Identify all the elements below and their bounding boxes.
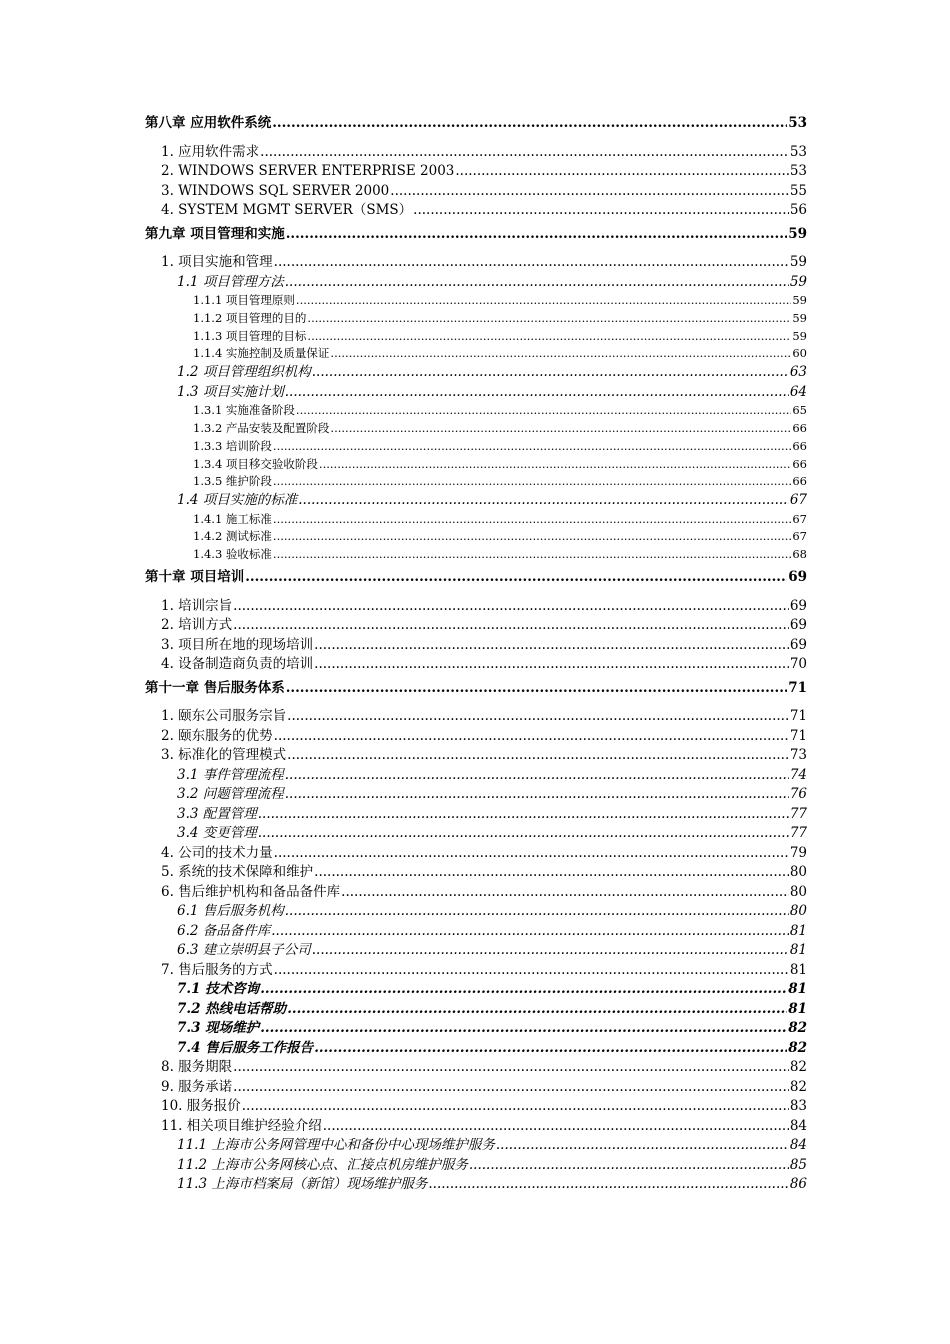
dot-leader — [273, 546, 791, 564]
dot-leader — [296, 292, 791, 310]
dot-leader — [296, 402, 791, 420]
toc-entry[interactable] — [145, 1000, 807, 1020]
toc-chapter-entry[interactable] — [145, 679, 807, 699]
toc-chapter-entry[interactable] — [145, 114, 807, 134]
toc-entry[interactable] — [145, 511, 807, 529]
toc-entry-page: 59 — [792, 328, 807, 343]
toc-entry-title: 11.2 上海市公务网核心点、汇接点机房维护服务 — [177, 1156, 468, 1173]
toc-entry[interactable] — [145, 922, 807, 942]
toc-entry-title: 1.3 项目实施计划 — [177, 383, 284, 400]
dot-leader — [245, 568, 787, 588]
toc-entry-page: 82 — [789, 1078, 807, 1095]
toc-chapter-entry[interactable] — [145, 225, 807, 245]
dot-leader — [273, 438, 791, 456]
toc-entry-page: 84 — [789, 1137, 807, 1154]
dot-leader — [285, 766, 789, 786]
toc-entry-page: 53 — [788, 115, 807, 131]
toc-entry-page: 69 — [789, 597, 807, 614]
toc-entry-page: 71 — [788, 679, 807, 696]
toc-entry-title: 2. 培训方式 — [161, 617, 233, 634]
toc-entry-page: 59 — [792, 310, 807, 325]
toc-entry-page: 80 — [789, 883, 807, 900]
toc-entry-title: 1.1.3 项目管理的目标 — [193, 328, 307, 343]
toc-entry-page: 79 — [789, 844, 807, 861]
toc-entry[interactable] — [145, 456, 807, 474]
toc-entry-page: 73 — [789, 747, 807, 764]
toc-entry[interactable] — [145, 143, 807, 163]
toc-entry[interactable] — [145, 824, 807, 844]
toc-entry-title: 第八章 应用软件系统 — [145, 115, 272, 131]
toc-entry-title: 7. 售后服务的方式 — [161, 961, 273, 978]
toc-entry[interactable] — [145, 420, 807, 438]
dot-leader — [413, 201, 789, 221]
toc-entry-title: 1.3.3 培训阶段 — [193, 438, 272, 453]
toc-entry-title: 6.1 售后服务机构 — [177, 903, 284, 920]
toc-entry-title: 4. 设备制造商负责的培训 — [161, 656, 314, 673]
table-of-contents — [145, 112, 807, 1195]
toc-entry[interactable] — [145, 273, 807, 293]
toc-entry-page: 65 — [792, 403, 807, 418]
toc-entry-title: 11.3 上海市档案局（新馆）现场维护服务 — [177, 1176, 428, 1193]
dot-leader — [390, 182, 789, 202]
toc-entry-title: 1.1.2 项目管理的目的 — [193, 310, 307, 325]
toc-entry-page: 82 — [789, 1059, 807, 1076]
toc-entry-page: 86 — [789, 1176, 807, 1193]
toc-chapter-entry[interactable] — [145, 568, 807, 588]
dot-leader — [469, 1156, 789, 1176]
toc-entry[interactable] — [145, 310, 807, 328]
toc-entry[interactable] — [145, 805, 807, 825]
toc-entry-title: 第十一章 售后服务体系 — [145, 679, 285, 696]
toc-entry-page: 77 — [789, 805, 807, 822]
toc-entry-page: 81 — [789, 922, 807, 939]
toc-entry[interactable] — [145, 727, 807, 747]
toc-entry[interactable] — [145, 941, 807, 961]
toc-entry[interactable] — [145, 253, 807, 273]
toc-entry-title: 3. WINDOWS SQL SERVER 2000 — [161, 182, 390, 199]
toc-entry-title: 4. 公司的技术力量 — [161, 844, 273, 861]
toc-entry-title: 9. 服务承诺 — [161, 1078, 233, 1095]
toc-entry-title: 1.3.5 维护阶段 — [193, 474, 272, 489]
dot-leader — [287, 1000, 787, 1020]
toc-entry[interactable] — [145, 1097, 807, 1117]
toc-entry-title: 1.4 项目实施的标准 — [177, 492, 298, 509]
toc-entry-page: 63 — [789, 364, 807, 381]
toc-entry[interactable] — [145, 201, 807, 221]
toc-entry[interactable] — [145, 182, 807, 202]
dot-leader — [260, 143, 789, 163]
toc-entry-page: 76 — [789, 786, 807, 803]
toc-entry-title: 1. 培训宗旨 — [161, 597, 233, 614]
toc-entry-page: 82 — [788, 1020, 807, 1037]
toc-entry-page: 77 — [789, 825, 807, 842]
toc-entry-page: 81 — [788, 1000, 807, 1017]
toc-entry-page: 71 — [789, 708, 807, 725]
dot-leader — [286, 225, 788, 245]
toc-entry-title: 5. 系统的技术保障和维护 — [161, 864, 314, 881]
toc-entry[interactable] — [145, 1019, 807, 1039]
toc-entry-page: 59 — [788, 225, 807, 242]
dot-leader — [496, 1136, 789, 1156]
toc-entry-title: 4. SYSTEM MGMT SERVER（SMS） — [161, 202, 413, 218]
dot-leader — [233, 1078, 789, 1098]
toc-entry-page: 53 — [789, 143, 807, 160]
toc-entry-title: 1. 项目实施和管理 — [161, 254, 273, 270]
dot-leader — [307, 328, 791, 346]
toc-entry[interactable] — [145, 707, 807, 727]
dot-leader — [341, 883, 789, 903]
dot-leader — [330, 345, 791, 363]
toc-entry-title: 3. 项目所在地的现场培训 — [161, 636, 314, 653]
toc-entry-page: 70 — [789, 656, 807, 673]
toc-entry[interactable] — [145, 1136, 807, 1156]
toc-entry[interactable] — [145, 636, 807, 656]
toc-entry-title: 1.4.2 测试标准 — [193, 529, 272, 544]
toc-entry-page: 66 — [792, 456, 807, 471]
toc-entry[interactable] — [145, 402, 807, 420]
toc-entry-page: 55 — [789, 182, 807, 199]
toc-entry[interactable] — [145, 438, 807, 456]
toc-entry-title: 1.1.4 实施控制及质量保证 — [193, 346, 330, 361]
dot-leader — [273, 511, 791, 529]
dot-leader — [258, 805, 789, 825]
toc-entry-page: 69 — [789, 636, 807, 653]
dot-leader — [242, 1097, 789, 1117]
toc-entry-title: 3. 标准化的管理模式 — [161, 747, 287, 764]
toc-entry-title: 7.2 热线电话帮助 — [177, 1000, 287, 1017]
toc-entry[interactable] — [145, 1175, 807, 1195]
toc-entry-title: 3.3 配置管理 — [177, 805, 257, 822]
toc-entry[interactable] — [145, 328, 807, 346]
toc-entry-page: 82 — [788, 1039, 807, 1056]
dot-leader — [285, 383, 789, 403]
toc-entry[interactable] — [145, 473, 807, 491]
toc-entry-title: 1.1 项目管理方法 — [177, 273, 284, 290]
toc-entry-title: 1. 应用软件需求 — [161, 143, 260, 160]
toc-entry-title: 3.4 变更管理 — [177, 825, 257, 842]
toc-entry-page: 66 — [792, 438, 807, 453]
toc-entry-title: 6.3 建立崇明县子公司 — [177, 942, 311, 959]
toc-entry-page: 84 — [789, 1117, 807, 1134]
toc-entry-title: 7.3 现场维护 — [177, 1020, 260, 1037]
toc-entry-page: 59 — [792, 293, 807, 307]
toc-entry-page: 80 — [789, 903, 807, 920]
toc-entry-page: 64 — [789, 383, 807, 400]
dot-leader — [287, 707, 789, 727]
toc-entry[interactable] — [145, 961, 807, 981]
toc-entry-title: 1. 颐东公司服务宗旨 — [161, 708, 287, 725]
dot-leader — [312, 363, 789, 383]
dot-leader — [274, 253, 789, 273]
toc-entry-title: 6.2 备品备件库 — [177, 922, 271, 939]
dot-leader — [260, 980, 787, 1000]
toc-entry[interactable] — [145, 162, 807, 182]
dot-leader — [258, 824, 789, 844]
toc-entry-title: 第十章 项目培训 — [145, 569, 245, 586]
toc-entry-title: 7.1 技术咨询 — [177, 981, 260, 998]
toc-entry-title: 3.2 问题管理流程 — [177, 786, 284, 803]
toc-entry-title: 1.4.1 施工标准 — [193, 511, 272, 526]
toc-entry-page: 69 — [788, 569, 807, 586]
dot-leader — [233, 597, 789, 617]
toc-entry-page: 81 — [789, 961, 807, 978]
dot-leader — [233, 616, 789, 636]
dot-leader — [274, 727, 789, 747]
dot-leader — [312, 941, 789, 961]
toc-entry-title: 3.1 事件管理流程 — [177, 766, 284, 783]
toc-entry[interactable] — [145, 883, 807, 903]
dot-leader — [314, 1039, 787, 1059]
dot-leader — [307, 310, 791, 328]
toc-entry-page: 80 — [789, 864, 807, 881]
toc-entry-title: 1.3.2 产品安装及配置阶段 — [193, 420, 330, 435]
dot-leader — [286, 679, 788, 699]
toc-entry-title: 6. 售后维护机构和备品备件库 — [161, 883, 341, 900]
dot-leader — [319, 456, 791, 474]
toc-entry[interactable] — [145, 1156, 807, 1176]
toc-entry-title: 1.1.1 项目管理原则 — [193, 293, 295, 307]
toc-entry[interactable] — [145, 345, 807, 363]
dot-leader — [285, 902, 789, 922]
dot-leader — [455, 162, 788, 182]
toc-entry-page: 66 — [792, 420, 807, 435]
toc-entry-page: 85 — [789, 1156, 807, 1173]
toc-entry-page: 66 — [792, 474, 807, 489]
toc-entry-page: 60 — [792, 346, 807, 361]
toc-entry[interactable] — [145, 1039, 807, 1059]
toc-entry[interactable] — [145, 491, 807, 511]
toc-entry-title: 1.3.4 项目移交验收阶段 — [193, 456, 318, 471]
toc-entry-page: 74 — [789, 766, 807, 783]
toc-entry[interactable] — [145, 766, 807, 786]
dot-leader — [273, 528, 791, 546]
toc-entry[interactable] — [145, 844, 807, 864]
toc-entry[interactable] — [145, 1078, 807, 1098]
toc-entry-page: 67 — [789, 492, 807, 509]
dot-leader — [285, 785, 789, 805]
toc-entry[interactable] — [145, 785, 807, 805]
toc-entry[interactable] — [145, 292, 807, 310]
dot-leader — [271, 922, 789, 942]
toc-entry[interactable] — [145, 528, 807, 546]
toc-entry-title: 8. 服务期限 — [161, 1059, 233, 1076]
toc-entry-title: 1.2 项目管理组织机构 — [177, 364, 311, 381]
dot-leader — [233, 1058, 789, 1078]
dot-leader — [273, 473, 791, 491]
toc-entry-page: 59 — [789, 254, 807, 270]
toc-entry-title: 11.1 上海市公务网管理中心和备份中心现场维护服务 — [177, 1137, 495, 1154]
dot-leader — [287, 746, 789, 766]
toc-entry[interactable] — [145, 863, 807, 883]
toc-entry[interactable] — [145, 902, 807, 922]
dot-leader — [274, 961, 789, 981]
toc-entry[interactable] — [145, 1058, 807, 1078]
toc-entry[interactable] — [145, 746, 807, 766]
dot-leader — [314, 655, 789, 675]
dot-leader — [260, 1019, 787, 1039]
toc-entry-page: 81 — [788, 981, 807, 998]
dot-leader — [272, 114, 787, 134]
dot-leader — [285, 273, 789, 293]
toc-entry[interactable] — [145, 616, 807, 636]
toc-entry-title: 1.4.3 验收标准 — [193, 547, 272, 562]
dot-leader — [298, 491, 789, 511]
toc-entry[interactable] — [145, 1117, 807, 1137]
dot-leader — [274, 844, 789, 864]
toc-entry-page: 53 — [789, 163, 807, 179]
toc-entry-title: 7.4 售后服务工作报告 — [177, 1039, 314, 1056]
toc-entry-page: 71 — [789, 727, 807, 744]
toc-entry-title: 2. 颐东服务的优势 — [161, 727, 273, 744]
toc-entry[interactable] — [145, 546, 807, 564]
toc-entry-page: 68 — [792, 547, 807, 562]
toc-entry-title: 第九章 项目管理和实施 — [145, 225, 285, 242]
toc-entry[interactable] — [145, 597, 807, 617]
toc-entry[interactable] — [145, 980, 807, 1000]
toc-entry-title: 11. 相关项目维护经验介绍 — [161, 1117, 322, 1134]
toc-entry-page: 56 — [789, 202, 807, 218]
toc-entry-title: 10. 服务报价 — [161, 1098, 241, 1115]
toc-entry-page: 67 — [792, 511, 807, 526]
toc-entry[interactable] — [145, 655, 807, 675]
dot-leader — [314, 636, 789, 656]
toc-entry-page: 67 — [792, 529, 807, 544]
toc-entry-page: 83 — [789, 1098, 807, 1115]
toc-entry[interactable] — [145, 383, 807, 403]
dot-leader — [330, 420, 791, 438]
dot-leader — [314, 863, 789, 883]
toc-entry-page: 59 — [789, 273, 807, 290]
toc-entry-page: 81 — [789, 942, 807, 959]
toc-entry-page: 69 — [789, 617, 807, 634]
toc-entry[interactable] — [145, 363, 807, 383]
dot-leader — [428, 1175, 788, 1195]
toc-entry-title: 2. WINDOWS SERVER ENTERPRISE 2003 — [161, 163, 455, 179]
toc-entry-title: 1.3.1 实施准备阶段 — [193, 403, 295, 418]
dot-leader — [323, 1117, 789, 1137]
